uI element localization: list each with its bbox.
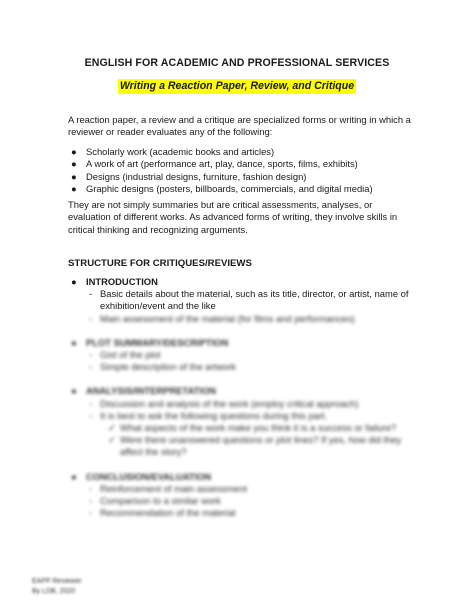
dash-icon: - bbox=[89, 507, 93, 519]
list-item: - Main assessment of the material (for films and performances) bbox=[89, 312, 355, 324]
document-subtitle-highlighted: Writing a Reaction Paper, Review, and Critique bbox=[119, 80, 355, 92]
list-item: ✓ What aspects of the work make you think it is a success or failure? bbox=[108, 422, 397, 434]
document-title: ENGLISH FOR ACADEMIC AND PROFESSIONAL SERVICES bbox=[84, 57, 390, 69]
list-item: - Simple description of the artwork bbox=[89, 361, 236, 373]
list-item: - Recommendation of the material bbox=[89, 507, 236, 519]
list-item: - Comparison to a similar work bbox=[89, 495, 221, 507]
checkmark-icon: ✓ bbox=[108, 434, 116, 446]
bullet-icon: ● bbox=[71, 276, 77, 287]
summary-paragraph: They are not simply summaries but are critical assessments, analyses, or evaluation of different works. As advanced forms of writing, they involve skills in critical thinking and recognizing arguments. bbox=[68, 199, 398, 235]
dash-icon: - bbox=[89, 288, 93, 300]
plot-summary-heading: ● PLOT SUMMARY/DESCRIPTION bbox=[71, 336, 229, 348]
checkmark-icon: ✓ bbox=[108, 422, 116, 434]
bullet-icon: ● bbox=[71, 336, 77, 348]
introduction-heading: ● INTRODUCTION bbox=[71, 276, 158, 287]
intro-paragraph: A reaction paper, a review and a critique are specialized forms or writing in which a reviewer or reader evaluates any of the following: bbox=[68, 114, 411, 138]
list-item: ● A work of art (performance art, play, dance, sports, films, exhibits) bbox=[71, 158, 358, 170]
page-footer bbox=[32, 577, 82, 596]
dash-icon: - bbox=[89, 349, 93, 361]
list-item: ● Scholarly work (academic books and articles) bbox=[71, 146, 275, 157]
bullet-icon: ● bbox=[71, 158, 77, 170]
structure-outline bbox=[68, 276, 418, 519]
bullet-icon: ● bbox=[71, 385, 77, 397]
list-item: - It is best to ask the following questions during this part. bbox=[89, 409, 328, 421]
dash-icon: - bbox=[89, 482, 93, 494]
subtitle-wrapper bbox=[0, 76, 474, 94]
list-item: - Gist of the plot bbox=[89, 349, 161, 361]
footer-line: EAPP Reviewer bbox=[32, 578, 82, 585]
dash-icon: - bbox=[89, 495, 93, 507]
bullet-icon: ● bbox=[71, 470, 77, 482]
bullet-icon: ● bbox=[71, 183, 77, 195]
dash-icon: - bbox=[89, 312, 93, 324]
conclusion-heading: ● CONCLUSION/EVALUATION bbox=[71, 470, 212, 482]
list-item: ✓ Were there unanswered questions or plot lines? If yes, how did they affect the story? bbox=[108, 434, 402, 458]
list-item: - Reinforcement of main assessment bbox=[89, 482, 247, 494]
list-item: ● Graphic designs (posters, billboards, commercials, and digital media) bbox=[71, 183, 373, 195]
list-item: - Basic details about the material, such as its title, director, or artist, name of exhibition/event and the like bbox=[89, 288, 409, 312]
evaluated-items-list bbox=[68, 146, 414, 196]
analysis-heading: ● ANALYSIS/INTERPRETATION bbox=[71, 385, 217, 397]
dash-icon: - bbox=[89, 409, 93, 421]
list-item: ● Designs (industrial designs, furniture, fashion design) bbox=[71, 170, 307, 182]
structure-heading: STRUCTURE FOR CRITIQUES/REVIEWS bbox=[68, 258, 252, 269]
dash-icon: - bbox=[89, 361, 93, 373]
bullet-icon: ● bbox=[71, 170, 77, 182]
bullet-icon: ● bbox=[71, 146, 77, 157]
list-item: - Discussion and analysis of the work (employ critical approach) bbox=[89, 397, 359, 409]
footer-line: By LDB, 2020 bbox=[32, 587, 76, 595]
dash-icon: - bbox=[89, 397, 93, 409]
